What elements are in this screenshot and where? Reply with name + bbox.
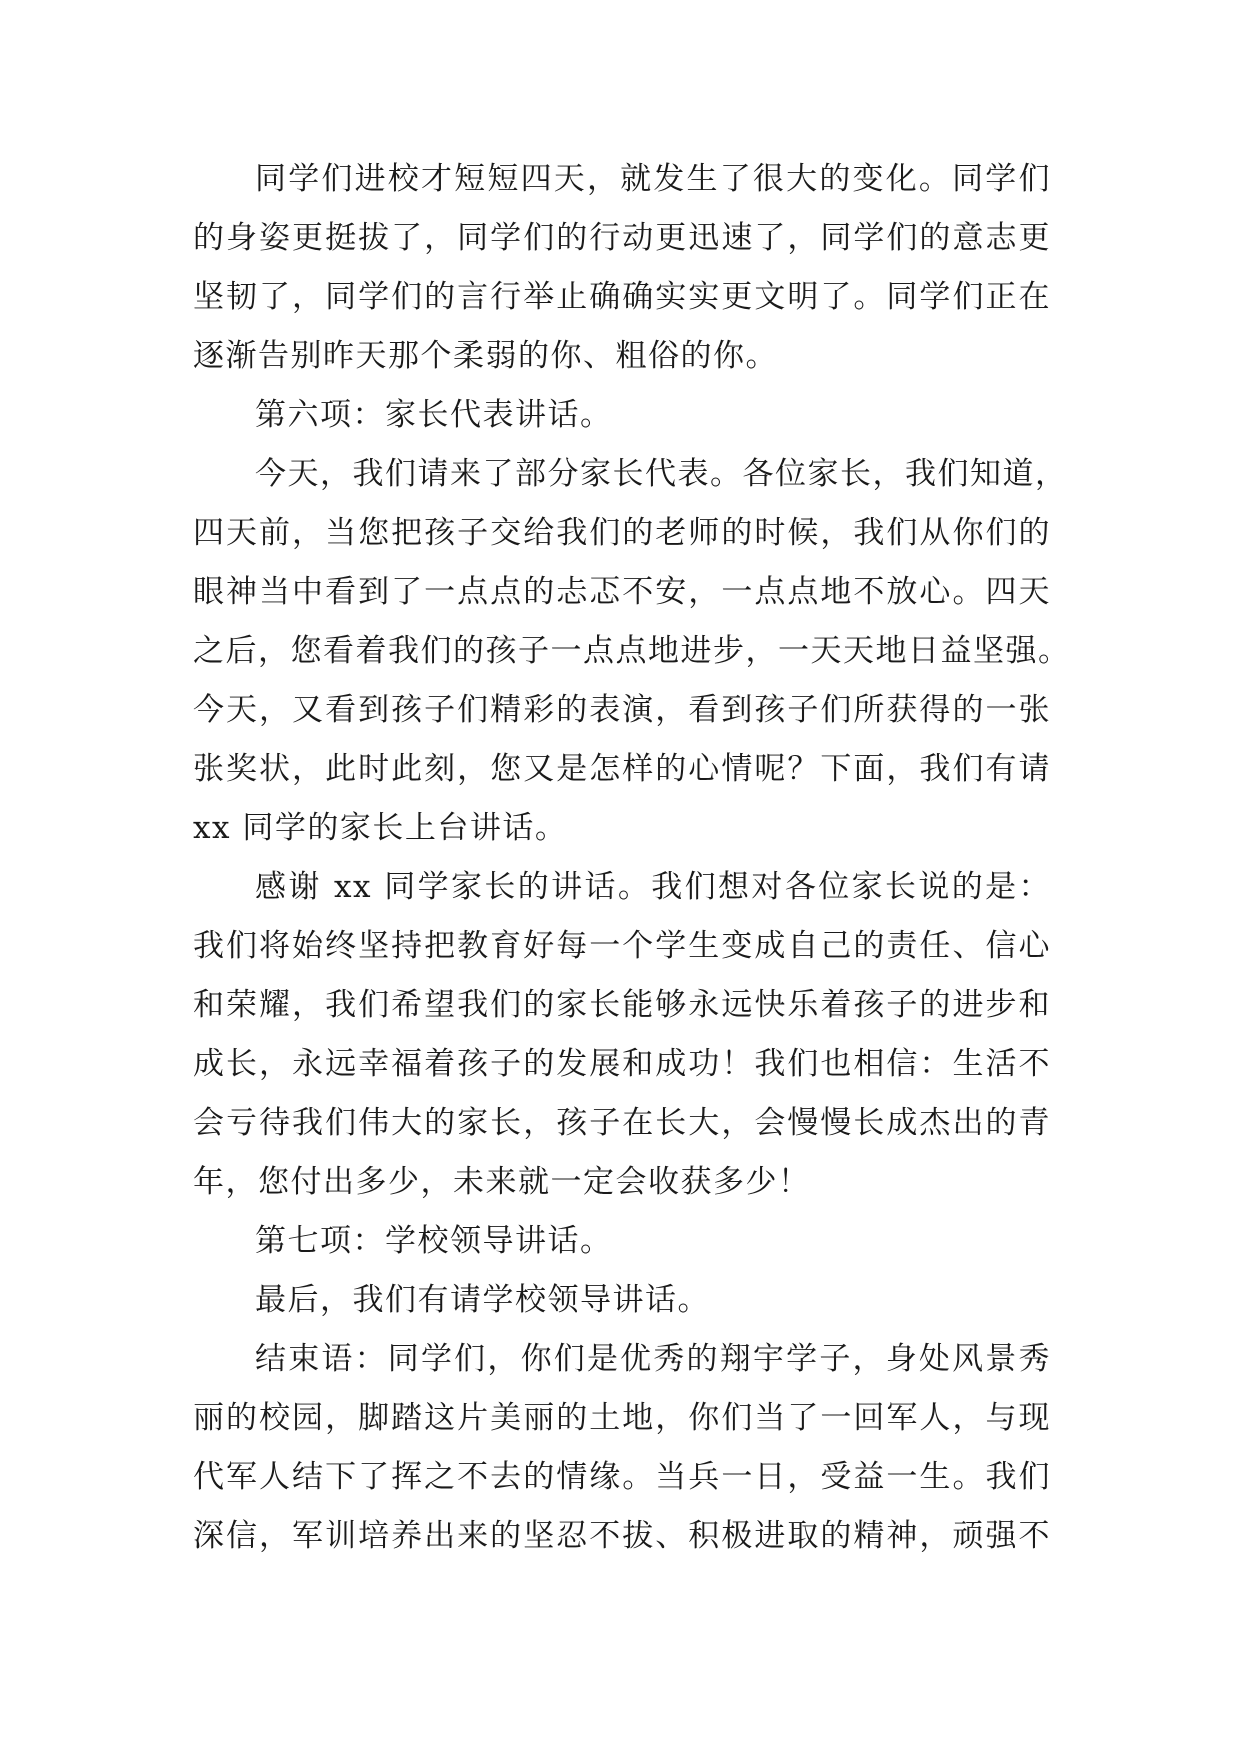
text-line: xx 同学的家长上台讲话。 — [193, 810, 568, 846]
text-line: 之后，您看着我们的孩子一点点地进步，一天天地日益坚强。 — [193, 633, 1071, 669]
text-line: 我们将始终坚持把教育好每一个学生变成自己的责任、信心 — [193, 928, 1051, 964]
document-body — [193, 150, 1071, 1566]
text-line: 四天前，当您把孩子交给我们的老师的时候，我们从你们的 — [193, 515, 1051, 551]
text-line: 第七项：学校领导讲话。 — [255, 1223, 613, 1259]
text-line: 会亏待我们伟大的家长，孩子在长大，会慢慢长成杰出的青 — [193, 1105, 1051, 1141]
text-line: 丽的校园，脚踏这片美丽的土地，你们当了一回军人，与现 — [193, 1400, 1051, 1436]
text-line: 第六项：家长代表讲话。 — [255, 397, 613, 433]
text-line: 深信，军训培养出来的坚忍不拔、积极进取的精神，顽强不 — [193, 1518, 1051, 1554]
text-line: 逐渐告别昨天那个柔弱的你、粗俗的你。 — [193, 338, 778, 374]
text-line: 今天，又看到孩子们精彩的表演，看到孩子们所获得的一张 — [193, 692, 1051, 728]
text-line: 眼神当中看到了一点点的忐忑不安，一点点地不放心。四天 — [193, 574, 1051, 610]
text-line: 和荣耀，我们希望我们的家长能够永远快乐着孩子的进步和 — [193, 987, 1051, 1023]
text-line: 感谢 xx 同学家长的讲话。我们想对各位家长说的是： — [255, 869, 1051, 905]
text-line: 的身姿更挺拔了，同学们的行动更迅速了，同学们的意志更 — [193, 220, 1051, 256]
text-line: 年，您付出多少，未来就一定会收获多少！ — [193, 1164, 811, 1200]
text-line: 代军人结下了挥之不去的情缘。当兵一日，受益一生。我们 — [193, 1459, 1051, 1495]
text-line: 今天，我们请来了部分家长代表。各位家长，我们知道， — [255, 456, 1068, 492]
text-line: 成长，永远幸福着孩子的发展和成功！我们也相信：生活不 — [193, 1046, 1051, 1082]
text-line: 结束语：同学们，你们是优秀的翔宇学子，身处风景秀 — [255, 1341, 1051, 1377]
text-line: 同学们进校才短短四天，就发生了很大的变化。同学们 — [255, 161, 1051, 197]
text-line: 最后，我们有请学校领导讲话。 — [255, 1282, 710, 1318]
text-line: 张奖状，此时此刻，您又是怎样的心情呢？下面，我们有请 — [193, 751, 1051, 787]
text-line: 坚韧了，同学们的言行举止确确实实更文明了。同学们正在 — [193, 279, 1051, 315]
